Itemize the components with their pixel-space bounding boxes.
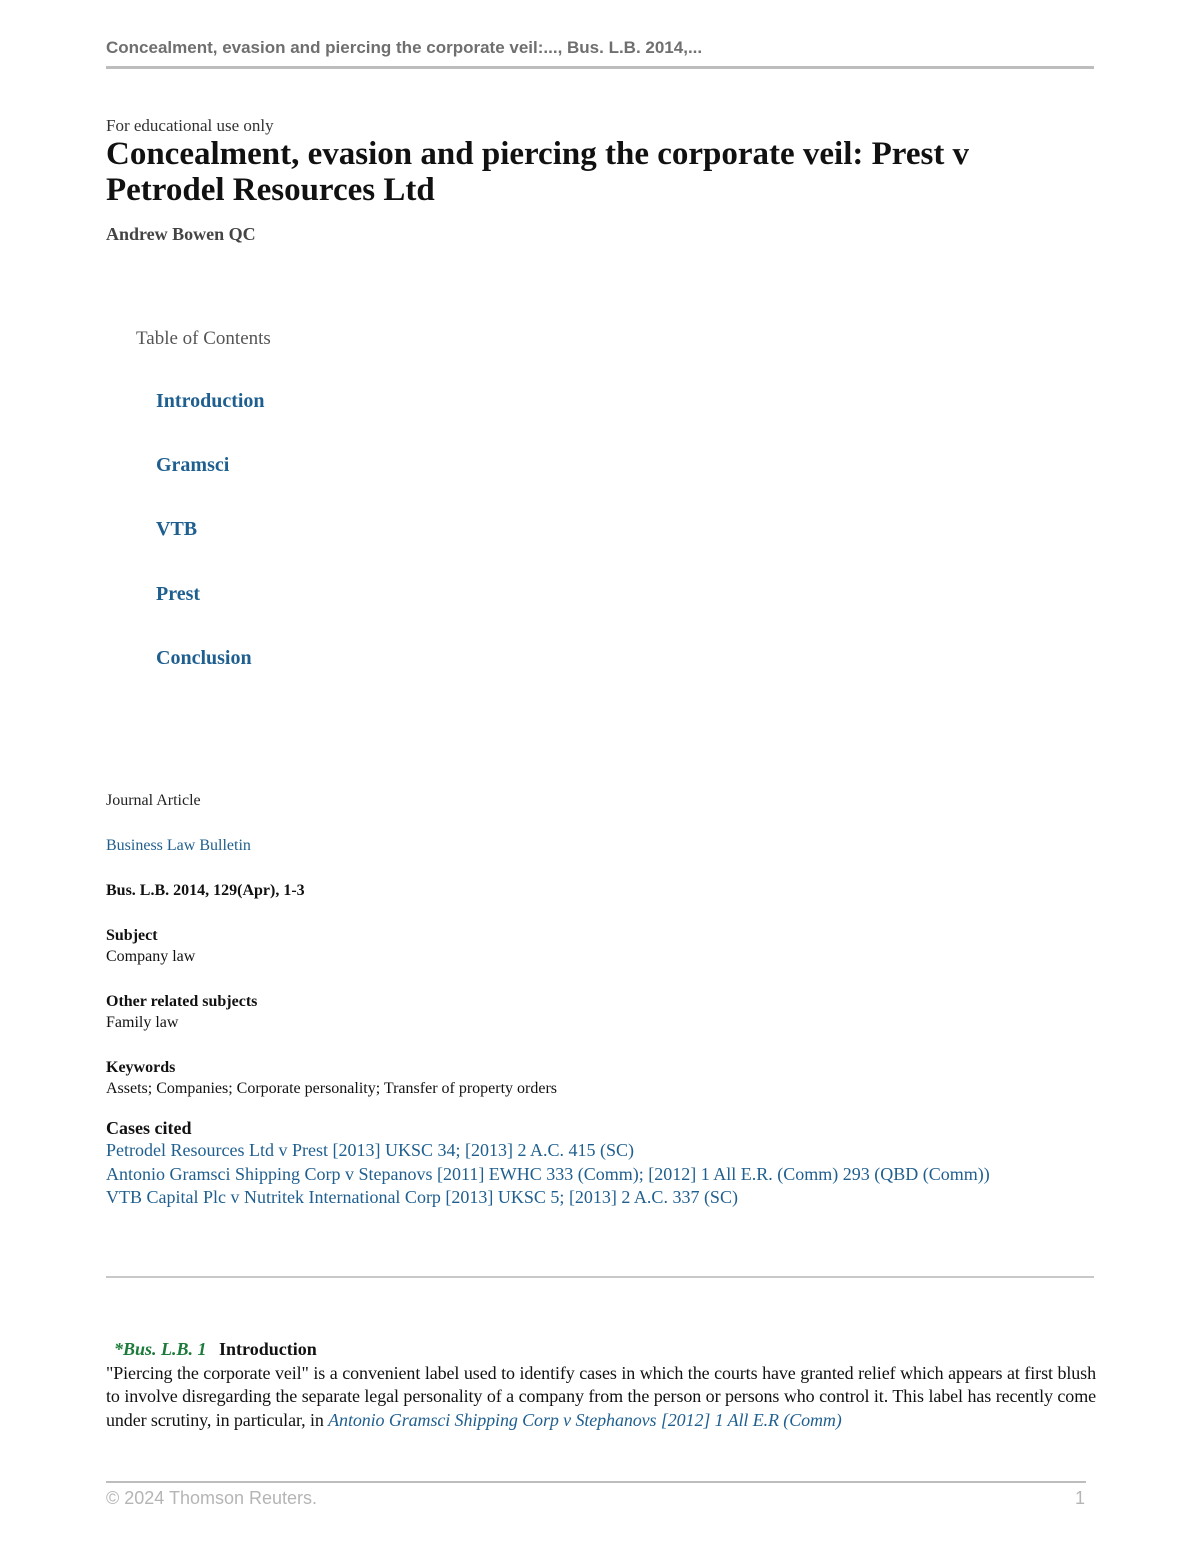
section-heading-introduction: Introduction [219, 1339, 317, 1359]
copyright-notice: © 2024 Thomson Reuters. [106, 1488, 318, 1508]
case-link-vtb[interactable]: VTB Capital Plc v Nutritek International Corp [2013] UKSC 5; [2013] 2 A.C. 337 (SC) [106, 1187, 738, 1207]
table-of-contents [156, 390, 265, 711]
related-subjects-value: Family law [106, 1014, 179, 1031]
cases-cited-section [106, 1117, 1094, 1210]
toc-link-prest[interactable]: Prest [156, 582, 201, 605]
related-subjects-section [106, 991, 1094, 1033]
keywords-value: Assets; Companies; Corporate personality; Transfer of property orders [106, 1080, 558, 1097]
body-paragraph [106, 1362, 1096, 1433]
paragraph-text: "Piercing the corporate veil" is a convenient label used to identify cases in which the courts have granted relief which appears at first blush to involve disregarding the separate legal personality of a company from the person or persons who control it. This label has recently come under scrutiny, in particular, in [106, 1362, 1096, 1430]
keywords-label: Keywords [106, 1059, 176, 1076]
toc-link-introduction[interactable]: Introduction [156, 390, 265, 412]
toc-link-gramsci[interactable]: Gramsci [156, 454, 230, 477]
educational-use-note: For educational use only [106, 116, 274, 135]
toc-heading: Table of Contents [136, 328, 271, 349]
cases-cited-label: Cases cited [106, 1118, 192, 1138]
page-number: 1 [1074, 1488, 1085, 1508]
citation: Bus. L.B. 2014, 129(Apr), 1-3 [106, 882, 305, 899]
page-marker: *Bus. L.B. 1 [114, 1339, 207, 1359]
document-type: Journal Article [106, 792, 201, 809]
toc-link-vtb[interactable]: VTB [156, 518, 198, 541]
document-title: Concealment, evasion and piercing the corporate veil: Prest v Petrodel Resources Ltd [106, 136, 970, 208]
section-divider [106, 1276, 1094, 1278]
case-link-gramsci[interactable]: Antonio Gramsci Shipping Corp v Stepanovs [2011] EWHC 333 (Comm); [2012] 1 All E.R. (Comm) 293 (QBD (Comm)) [106, 1163, 990, 1184]
inline-case-link-gramsci[interactable]: Antonio Gramsci Shipping Corp v Stephanovs [2012] 1 All E.R (Comm) [328, 1409, 842, 1430]
toc-link-conclusion[interactable]: Conclusion [156, 646, 252, 669]
author-name: Andrew Bowen QC [106, 224, 256, 244]
introduction-section [106, 1338, 1096, 1432]
footer-divider [106, 1481, 1086, 1483]
running-header: Concealment, evasion and piercing the corporate veil:..., Bus. L.B. 2014,... [106, 38, 703, 57]
header-divider [106, 66, 1094, 69]
section-heading-line [106, 1338, 1096, 1362]
case-link-petrodel[interactable]: Petrodel Resources Ltd v Prest [2013] UKSC 34; [2013] 2 A.C. 415 (SC) [106, 1140, 634, 1160]
subject-label: Subject [106, 927, 158, 944]
article-metadata [106, 790, 1094, 1099]
subject-value: Company law [106, 948, 196, 965]
journal-link[interactable]: Business Law Bulletin [106, 837, 251, 854]
keywords-section [106, 1057, 1094, 1099]
subject-section [106, 925, 1094, 967]
related-subjects-label: Other related subjects [106, 993, 258, 1010]
